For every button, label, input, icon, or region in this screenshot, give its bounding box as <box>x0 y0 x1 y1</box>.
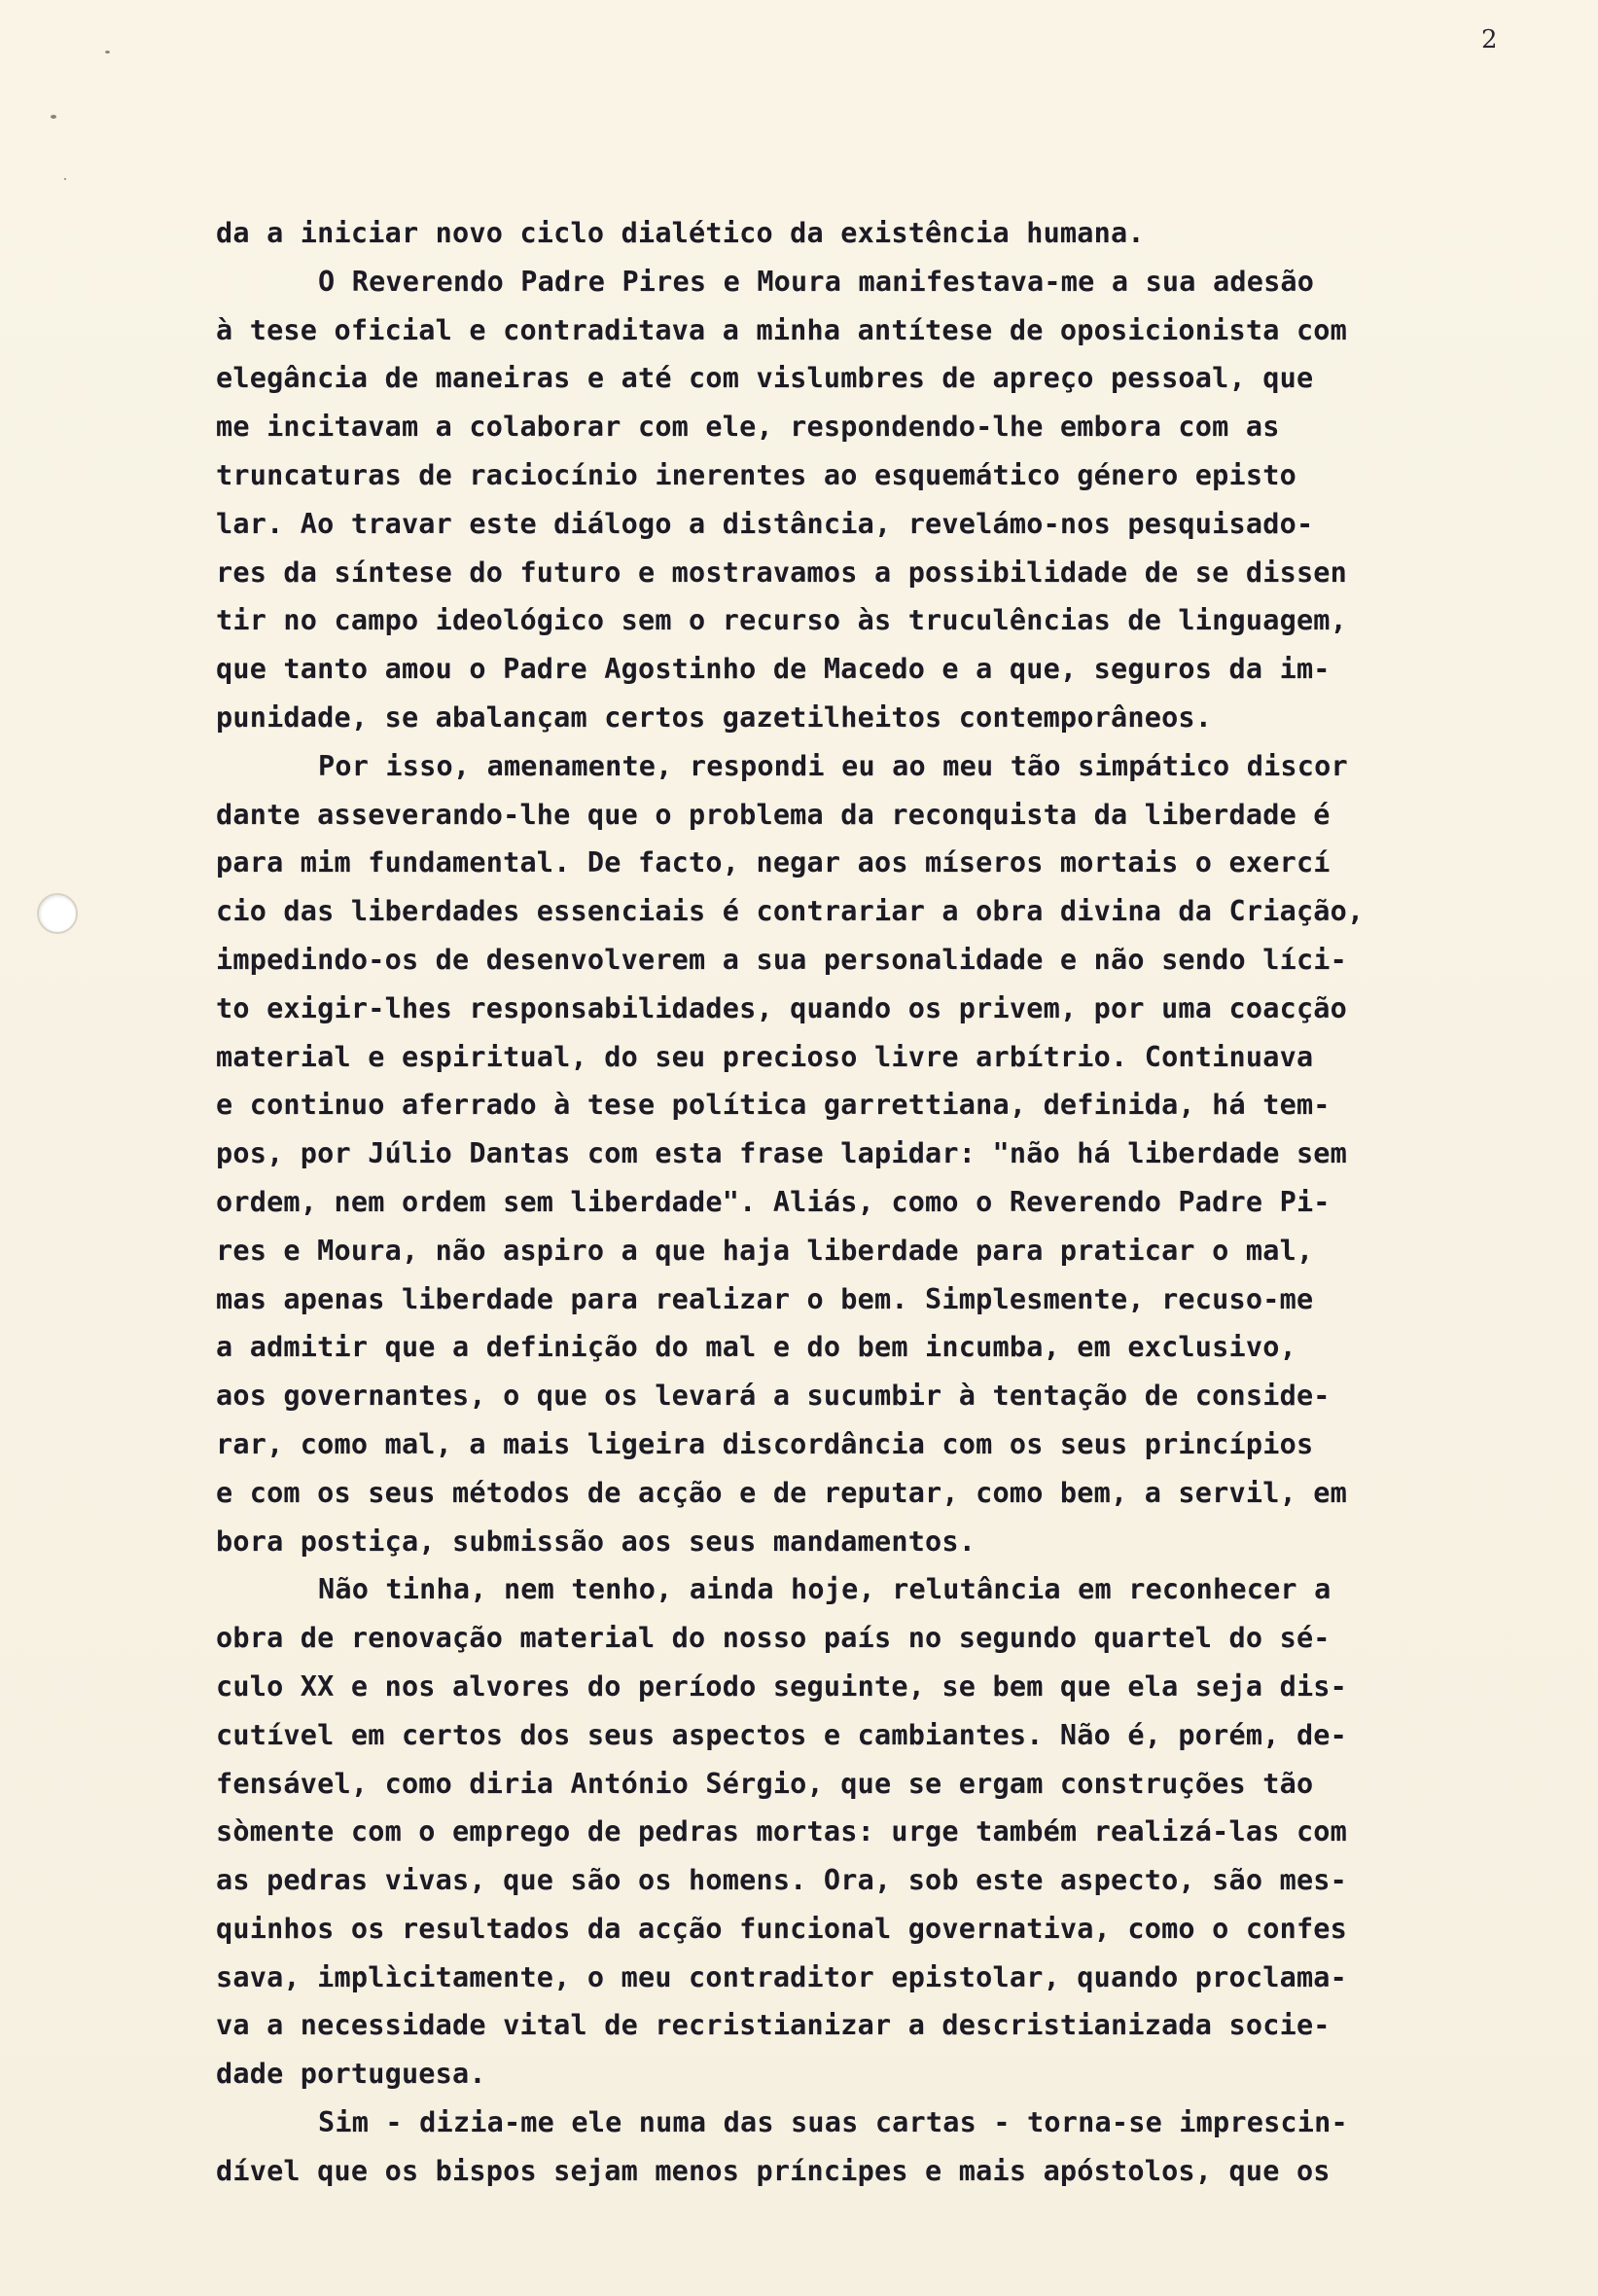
text-line: da a iniciar novo ciclo dialético da existência humana. <box>216 217 1145 249</box>
paragraph <box>216 209 1509 258</box>
text-line: e com os seus métodos de acção e de reputar, como bem, a servil, em <box>216 1476 1348 1509</box>
text-line: res da síntese do futuro e mostravamos a possibilidade de se dissen <box>216 556 1348 589</box>
text-line: que tanto amou o Padre Agostinho de Macedo e a que, seguros da im- <box>216 653 1331 686</box>
ink-speck <box>105 51 110 54</box>
text-line: va a necessidade vital de recristianizar a descristianizada socie- <box>216 2009 1331 2042</box>
text-line: dível que os bispos sejam menos príncipes e mais apóstolos, que os <box>216 2154 1331 2187</box>
text-line: a admitir que a definição do mal e do bem incumba, em exclusivo, <box>216 1331 1296 1364</box>
text-line: elegância de maneiras e até com vislumbres de apreço pessoal, que <box>216 362 1314 395</box>
text-line: e continuo aferrado à tese política garrettiana, definida, há tem- <box>216 1089 1331 1122</box>
text-line: truncaturas de raciocínio inerentes ao esquemático género episto <box>216 458 1296 491</box>
text-line: cutível em certos dos seus aspectos e cambiantes. Não é, porém, de- <box>216 1718 1348 1751</box>
paragraph <box>216 2099 1509 2196</box>
text-line: dante asseverando-lhe que o problema da reconquista da liberdade é <box>216 798 1331 831</box>
text-line: impedindo-os de desenvolverem a sua personalidade e não sendo líci- <box>216 943 1348 976</box>
text-line: to exigir-lhes responsabilidades, quando os privem, por uma coacção <box>216 991 1348 1024</box>
paragraph <box>216 258 1509 742</box>
text-line: Não tinha, nem tenho, ainda hoje, relutância em reconhecer a <box>318 1573 1332 1606</box>
text-line: dade portuguesa. <box>216 2058 486 2091</box>
paragraph <box>216 1565 1509 2099</box>
text-line: aos governantes, o que os levará a sucumbir à tentação de conside- <box>216 1380 1331 1413</box>
text-line: sava, implìcitamente, o meu contraditor epistolar, quando proclama- <box>216 1960 1348 1993</box>
text-line: fensável, como diria António Sérgio, que se ergam construções tão <box>216 1767 1314 1800</box>
text-line: para mim fundamental. De facto, negar aos míseros mortais o exercí <box>216 846 1331 879</box>
text-line: quinhos os resultados da acção funcional governativa, como o confes <box>216 1912 1348 1945</box>
text-line: à tese oficial e contraditava a minha antítese de oposicionista com <box>216 313 1348 346</box>
text-line: ordem, nem ordem sem liberdade". Aliás, como o Reverendo Padre Pi- <box>216 1185 1331 1218</box>
text-line: punidade, se abalançam certos gazetilheitos contemporâneos. <box>216 700 1213 734</box>
text-line: sòmente com o emprego de pedras mortas: urge também realizá-las com <box>216 1815 1348 1848</box>
text-line: O Reverendo Padre Pires e Moura manifestava-me a sua adesão <box>318 265 1315 298</box>
text-line: res e Moura, não aspiro a que haja liberdade para praticar o mal, <box>216 1234 1314 1267</box>
text-line: bora postiça, submissão aos seus mandamentos. <box>216 1525 977 1558</box>
punch-hole <box>37 893 78 934</box>
ink-speck <box>64 178 66 180</box>
text-line: lar. Ao travar este diálogo a distância, revelámo-nos pesquisado- <box>216 507 1314 540</box>
text-line: Por isso, amenamente, respondi eu ao meu tão simpático discor <box>318 749 1348 782</box>
text-line: obra de renovação material do nosso país no segundo quartel do sé- <box>216 1622 1331 1655</box>
text-line: pos, por Júlio Dantas com esta frase lapidar: "não há liberdade sem <box>216 1137 1348 1170</box>
body-text <box>216 209 1509 2196</box>
paragraph <box>216 742 1509 1566</box>
text-line: Sim - dizia-me ele numa das suas cartas - torna-se imprescin- <box>318 2106 1348 2139</box>
text-line: rar, como mal, a mais ligeira discordância com os seus princípios <box>216 1427 1314 1460</box>
ink-speck <box>51 115 56 119</box>
text-line: material e espiritual, do seu precioso livre arbítrio. Continuava <box>216 1040 1314 1073</box>
text-line: cio das liberdades essenciais é contrariar a obra divina da Criação, <box>216 895 1365 928</box>
text-line: tir no campo ideológico sem o recurso às truculências de linguagem, <box>216 604 1348 637</box>
text-line: culo XX e nos alvores do período seguinte, se bem que ela seja dis- <box>216 1669 1348 1703</box>
text-line: me incitavam a colaborar com ele, respondendo-lhe embora com as <box>216 411 1280 444</box>
page-number: 2 <box>1481 25 1498 54</box>
text-line: as pedras vivas, que são os homens. Ora, sob este aspecto, são mes- <box>216 1864 1348 1897</box>
text-line: mas apenas liberdade para realizar o bem. Simplesmente, recuso-me <box>216 1282 1314 1315</box>
